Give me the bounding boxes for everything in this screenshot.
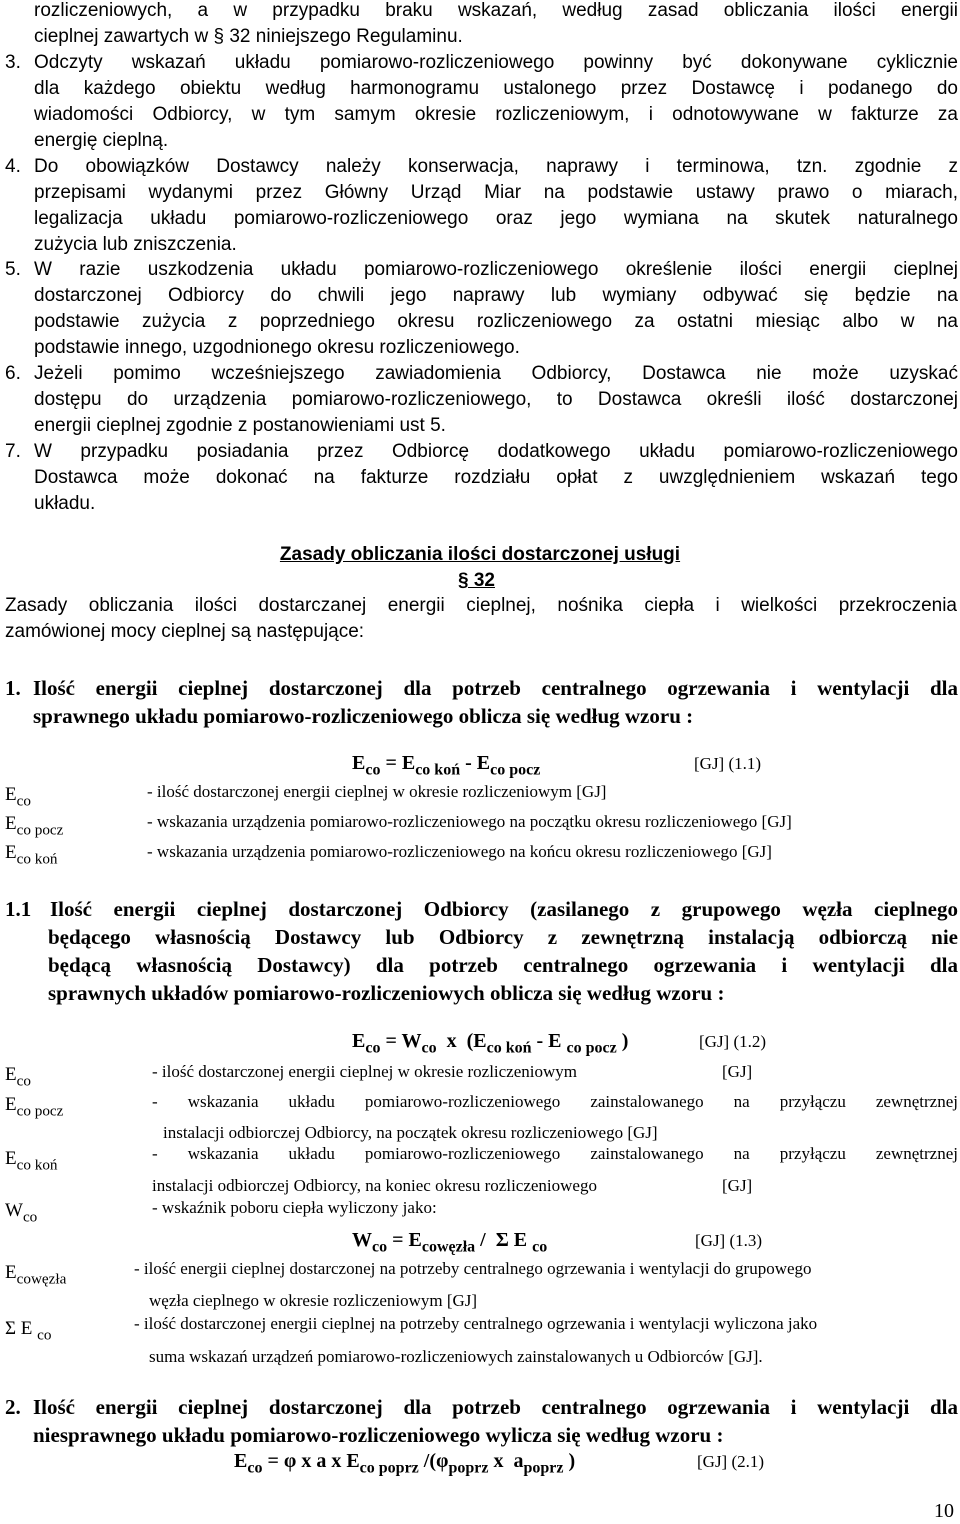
definition: węzła cieplnego w okresie rozliczeniowym [GJ] [149,1291,478,1310]
definition: - wskazania urządzenia pomiarowo-rozliczeniowego na końcu okresu rozliczeniowego [GJ] [147,842,772,861]
point-line: sprawnych układów pomiarowo-rozliczeniowych oblicza się według wzoru : [48,981,725,1005]
item-line: Odczyty wskazań układu pomiarowo-rozliczeniowego powinny być dokonywane cyklicznie [34,52,958,73]
item-number: 5. [5,259,21,280]
symbol-eco-pocz: $E_{co pocz}$ [5,813,64,839]
definition: - wskazania układu pomiarowo-rozliczeniowego zainstalowanego na przyłączu zewnętrznej [152,1092,958,1111]
definition: - ilość dostarczonej energii cieplnej w okresie rozliczeniowym [152,1062,577,1081]
point-number: 1. [5,676,21,700]
section-heading: Zasady obliczania ilości dostarczonej usługi [279,544,681,565]
symbol-ecowezla: $E_{cowęzła}$ [5,1262,67,1288]
symbol-eco-kon: $E_{co koń}$ [5,1148,58,1174]
item-line: W razie uszkodzenia układu pomiarowo-rozliczeniowego określenie ilości energii cieplnej [34,259,958,280]
item-number: 4. [5,156,21,177]
definition: - ilość dostarczonej energii cieplnej na potrzeby centralnego ogrzewania i wentylacji wyliczona jako [134,1314,818,1333]
formula-1-2: $E_{co} = W_{co}$ x ($E_{co koń}$ - E $_{co pocz}$ ) [352,1030,629,1057]
item-line: legalizacja układu pomiarowo-rozliczeniowego oraz jego wymiana na skutek naturalnego [34,208,958,229]
intro-line: rozliczeniowych, a w przypadku braku wskazań, według zasad obliczania ilości energii [34,0,958,21]
symbol-eco: $E_{co}$ [5,1064,31,1090]
item-line: układu. [34,493,96,514]
item-line: przepisami wydanymi przez Główny Urząd Miar na podstawie ustawy prawo o miarach, [34,182,958,203]
definition: - ilość dostarczonej energii cieplnej w okresie rozliczeniowym [GJ] [147,782,607,801]
definition-unit: [GJ] [722,1176,753,1195]
section-intro-line: Zasady obliczania ilości dostarczanej energii cieplnej, nośnika ciepła i wielkości przekroczenia [5,595,957,616]
definition: instalacji odbiorczej Odbiorcy, na początek okresu rozliczeniowego [GJ] [163,1123,658,1142]
item-line: W przypadku posiadania przez Odbiorcę dodatkowego układu pomiarowo-rozliczeniowego [34,441,958,462]
definition: - wskazania układu pomiarowo-rozliczeniowego zainstalowanego na przyłączu zewnętrznej [152,1144,958,1163]
point-line: będącą własnością Dostawcy) dla potrzeb centralnego ogrzewania i wentylacji dla [48,953,958,977]
symbol-eco-kon: $E_{co koń}$ [5,842,58,868]
formula-1-3-unit: [GJ] (1.3) [695,1231,763,1250]
item-line: podstawie innego, uzgodnionego okresu rozliczeniowego. [34,337,520,358]
formula-1-3: $W_{co} = E_{cowęzła} / \Sigma$ E $_{co}$ [352,1229,548,1256]
point-line: Ilość energii cieplnej dostarczonej dla potrzeb centralnego ogrzewania i wentylacji dla [33,676,958,700]
intro-line: cieplnej zawartych w § 32 niniejszego Regulaminu. [34,26,463,47]
definition: - wskaźnik poboru ciepła wyliczony jako: [152,1198,437,1217]
item-line: zużycia lub zniszczenia. [34,234,237,255]
formula-1-2-unit: [GJ] (1.2) [699,1032,767,1051]
definition: - ilość energii cieplnej dostarczonej na potrzeby centralnego ogrzewania i wentylacji do grupowego [134,1259,812,1278]
page-number: 10 [934,1500,954,1522]
item-line: Jeżeli pomimo wcześniejszego zawiadomienia Odbiorcy, Dostawca nie może uzyskać [34,363,958,384]
definition-unit: [GJ] [722,1062,753,1081]
item-line: Do obowiązków Dostawcy należy konserwacja, naprawy i terminowa, tzn. zgodnie z [34,156,958,177]
item-number: 3. [5,52,21,73]
point-number: 1.1 [5,897,32,921]
section-intro-line: zamówionej mocy cieplnej są następujące: [5,621,365,642]
point-line: niesprawnego układu pomiarowo-rozliczeniowego wylicza się według wzoru : [33,1423,724,1447]
item-line: wiadomości Odbiorcy, w tym samym okresie rozliczeniowym, i odnotowywane w fakturze za [34,104,958,125]
formula-2-1: $E_{co} = \varphi$ x a x $E_{co poprz}$ $/(\varphi_{poprz}$ x $a_{poprz}$ ) [234,1450,576,1477]
symbol-wco: $W_{co}$ [5,1200,38,1226]
point-line: sprawnego układu pomiarowo-rozliczeniowego oblicza się według wzoru : [33,704,694,728]
paragraph-sign: § 32 [458,570,495,591]
item-line: Dostawca może dokonać na fakturze rozdziału opłat z uwzględnieniem wskazań tego [34,467,958,488]
point-line: Ilość energii cieplnej dostarczonej Odbiorcy (zasilanego z grupowego węzła cieplnego [50,897,958,921]
item-line: podstawie zużycia z poprzedniego okresu rozliczeniowego za ostatni miesiąc albo w na [34,311,958,332]
item-line: dla każdego obiektu według harmonogramu ustalonego przez Dostawcę i podanego do [34,78,958,99]
formula-2-1-unit: [GJ] (2.1) [697,1452,765,1471]
definition: suma wskazań urządzeń pomiarowo-rozliczeniowych zainstalowanych u Odbiorców [GJ]. [149,1347,763,1366]
symbol-eco: $E_{co}$ [5,784,31,810]
definition: instalacji odbiorczej Odbiorcy, na koniec okresu rozliczeniowego [152,1176,597,1195]
definition: - wskazania urządzenia pomiarowo-rozliczeniowego na początku okresu rozliczeniowego [GJ] [147,812,792,831]
symbol-sum-eco: Σ E $_{co}$ [5,1318,52,1344]
point-line: Ilość energii cieplnej dostarczonej dla potrzeb centralnego ogrzewania i wentylacji dla [33,1395,958,1419]
formula-1-1-unit: [GJ] (1.1) [694,754,762,773]
item-number: 6. [5,363,21,384]
item-line: dostępu do urządzenia pomiarowo-rozliczeniowego, to Dostawca określi ilość dostarczonej [34,389,958,410]
point-line: będącego własnością Dostawcy lub Odbiorcy z zewnętrzną instalacją odbiorczą nie [48,925,958,949]
point-number: 2. [5,1395,21,1419]
item-line: energii cieplnej zgodnie z postanowieniami ust 5. [34,415,446,436]
item-line: dostarczonej Odbiorcy do chwili jego naprawy lub wymiany odbywać się będzie na [34,285,958,306]
item-number: 7. [5,441,21,462]
formula-1-1: $E_{co} = E_{co koń} - E_{co pocz}$ [352,752,541,779]
item-line: energię cieplną. [34,130,169,151]
symbol-eco-pocz: $E_{co pocz}$ [5,1094,64,1120]
